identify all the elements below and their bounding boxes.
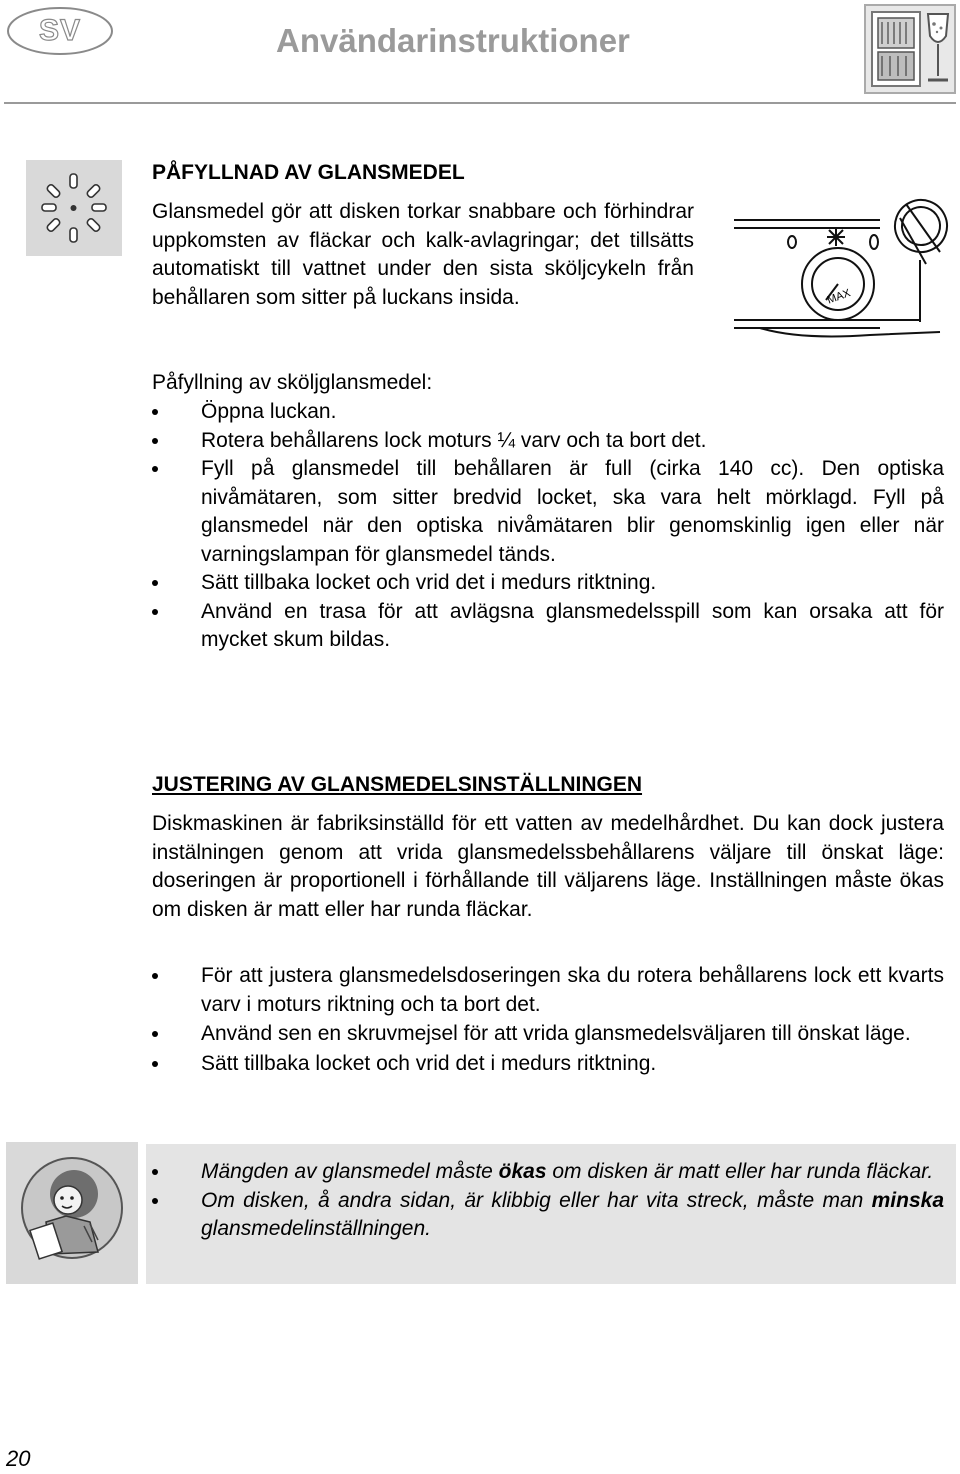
note-list: [152, 1158, 944, 1244]
rinse-aid-steps: [152, 398, 944, 655]
page-title: Användarinstruktioner: [276, 22, 630, 59]
dispenser-max-label: MAX: [825, 287, 853, 307]
note-text: Mängden av glansmedel måste: [201, 1160, 499, 1183]
advisor-person-icon: [6, 1142, 138, 1284]
list-item: Fyll på glansmedel till behållaren är full (cirka 140 cc). Den optiska nivåmätaren, som sitter bredvid locket, ska vara helt mörklagd. Fyll på glansmedel när den optiska nivåmätaren blir genomskinlig igen eller när varningslampan för glansmedel tänds.: [152, 455, 944, 569]
list-item: [152, 1158, 944, 1187]
header-divider: [4, 102, 956, 104]
list-item: Sätt tillbaka locket och vrid det i medurs ritktning.: [152, 1050, 944, 1079]
adjustment-steps: [152, 962, 944, 1078]
rinse-aid-sublabel: Påfyllning av sköljglansmedel:: [152, 371, 433, 394]
note-emphasis: minska: [871, 1188, 944, 1212]
note-text: glansmedelinställningen.: [201, 1217, 431, 1240]
note-emphasis: ökas: [498, 1160, 547, 1183]
note-box: [146, 1144, 956, 1284]
list-item: Öppna luckan.: [152, 398, 944, 427]
list-item: För att justera glansmedelsdoseringen ska du rotera behållarens lock ett kvarts varv i moturs riktning och ta bort det.: [152, 962, 944, 1019]
section-heading-adjustment: JUSTERING AV GLANSMEDELSINSTÄLLNINGEN: [152, 773, 643, 796]
note-text: om disken är matt eller har runda fläckar.: [546, 1160, 934, 1183]
list-item: Använd en trasa för att avlägsna glansmedelsspill som kan orsaka att för mycket skum bildas.: [152, 598, 944, 655]
rinse-aid-sun-icon: [26, 160, 122, 256]
language-badge: [6, 6, 114, 56]
list-item: Använd sen en skruvmejsel för att vrida glansmedelsväljaren till önskat läge.: [152, 1020, 944, 1049]
rinse-aid-dispenser-illustration: [730, 190, 954, 350]
section-heading-rinse-aid: PÅFYLLNAD AV GLANSMEDEL: [152, 161, 465, 184]
list-item: Sätt tillbaka locket och vrid det i medurs ritktning.: [152, 569, 944, 598]
page-number: 20: [6, 1446, 31, 1471]
list-item: [152, 1187, 944, 1244]
rinse-aid-intro: Glansmedel gör att disken torkar snabbare och förhindrar uppkomsten av fläckar och kalk-avlagringar; det tillsätts automatiskt till vattnet under den sista sköljcykeln från behållaren som sitter på luckans insida.: [152, 200, 694, 309]
list-item: Rotera behållarens lock moturs ¼ varv och ta bort det.: [152, 427, 944, 456]
language-code: SV: [38, 14, 82, 47]
dishwasher-wineglass-icon: [864, 4, 956, 94]
note-text: Om disken, å andra sidan, är klibbig eller har vita streck, måste man: [201, 1188, 872, 1212]
adjustment-intro: Diskmaskinen är fabriksinställd för ett vatten av medelhårdhet. Du kan dock justera instälningen genom att vrida glansmedelssbehållarens väljare till önskat läge: doseringen är proportionell i förhållande till väljarens läge. Inställningen måste ökas om disken är matt eller har runda fläckar.: [152, 812, 944, 921]
